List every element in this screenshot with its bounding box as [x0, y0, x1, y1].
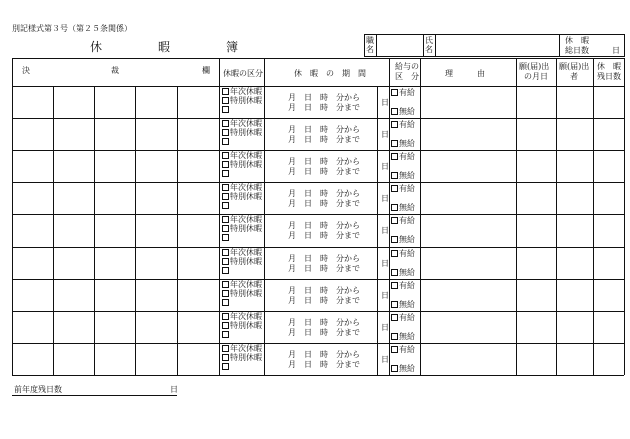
period-day-unit: 日: [381, 322, 389, 332]
special-leave-checkbox[interactable]: 特別休暇: [222, 97, 262, 105]
table-row: [0, 311, 630, 343]
special-leave-checkbox[interactable]: 特別休暇: [222, 161, 262, 169]
period-day-unit: 日: [381, 130, 389, 140]
other-leave-checkbox[interactable]: [222, 363, 230, 371]
period-from[interactable]: 月 日 時 分から: [288, 125, 360, 135]
paid-checkbox[interactable]: 有給: [391, 282, 415, 290]
special-leave-checkbox[interactable]: 特別休暇: [222, 225, 262, 233]
period-to[interactable]: 月 日 時 分まで: [288, 231, 360, 241]
period-to[interactable]: 月 日 時 分まで: [288, 263, 360, 273]
table-row: [0, 214, 630, 246]
unpaid-checkbox[interactable]: 無給: [391, 333, 415, 341]
table-row: [0, 86, 630, 118]
period-from[interactable]: 月 日 時 分から: [288, 285, 360, 295]
annual-leave-checkbox[interactable]: 年次休暇: [222, 216, 262, 224]
annual-leave-checkbox[interactable]: 年次休暇: [222, 345, 262, 353]
unpaid-checkbox[interactable]: 無給: [391, 172, 415, 180]
paid-checkbox[interactable]: 有給: [391, 185, 415, 193]
paid-checkbox[interactable]: 有給: [391, 250, 415, 258]
other-leave-checkbox[interactable]: [222, 331, 230, 339]
header-leave-type: 休暇の区分: [223, 69, 263, 78]
period-from[interactable]: 月 日 時 分から: [288, 189, 360, 199]
period-to[interactable]: 月 日 時 分まで: [288, 103, 360, 112]
other-leave-checkbox[interactable]: [222, 267, 230, 275]
shimei-label-1: 氏: [425, 36, 433, 45]
paid-checkbox[interactable]: 有給: [391, 89, 415, 97]
unpaid-checkbox[interactable]: 無給: [391, 108, 415, 116]
period-to[interactable]: 月 日 時 分まで: [288, 359, 360, 369]
period-day-unit: 日: [381, 226, 389, 236]
period-to[interactable]: 月 日 時 分まで: [288, 167, 360, 177]
paid-checkbox[interactable]: 有給: [391, 121, 415, 129]
header-pay-type-2: 区 分: [395, 72, 419, 81]
period-from[interactable]: 月 日 時 分から: [288, 93, 360, 102]
header-leave-period: 休 暇 の 期 間: [294, 69, 366, 78]
period-day-unit: 日: [381, 194, 389, 204]
special-leave-checkbox[interactable]: 特別休暇: [222, 129, 262, 137]
period-from[interactable]: 月 日 時 分から: [288, 349, 360, 359]
table-row: [0, 247, 630, 279]
total-days-label-2: 総日数: [565, 46, 589, 55]
shokumei-label-1: 職: [366, 36, 374, 45]
period-day-unit: 日: [381, 258, 389, 268]
total-days-unit: 日: [612, 46, 620, 55]
unpaid-checkbox[interactable]: 無給: [391, 365, 415, 373]
unpaid-checkbox[interactable]: 無給: [391, 269, 415, 277]
paid-checkbox[interactable]: 有給: [391, 217, 415, 225]
prev-year-label: 前年度残日数: [14, 385, 62, 394]
total-days-label-1: 休 暇: [565, 36, 589, 45]
shimei-field[interactable]: [437, 36, 557, 55]
title-char-3: 簿: [226, 40, 239, 54]
annual-leave-checkbox[interactable]: 年次休暇: [222, 120, 262, 128]
shimei-label-2: 名: [425, 45, 433, 54]
special-leave-checkbox[interactable]: 特別休暇: [222, 290, 262, 298]
period-from[interactable]: 月 日 時 分から: [288, 157, 360, 167]
period-to[interactable]: 月 日 時 分まで: [288, 327, 360, 337]
table-row: [0, 279, 630, 311]
header-pay-type-1: 給与の: [395, 62, 419, 71]
kessai-char-3: 欄: [202, 66, 210, 75]
header-submitted-date-1: 願(届)出: [519, 62, 550, 71]
special-leave-checkbox[interactable]: 特別休暇: [222, 354, 262, 362]
period-from[interactable]: 月 日 時 分から: [288, 253, 360, 263]
period-day-unit: 日: [381, 162, 389, 172]
special-leave-checkbox[interactable]: 特別休暇: [222, 193, 262, 201]
kessai-char-1: 決: [22, 66, 30, 75]
other-leave-checkbox[interactable]: [222, 299, 230, 307]
header-submitter-2: 者: [570, 72, 578, 81]
period-day-unit: 日: [381, 290, 389, 300]
header-submitter-1: 願(届)出: [559, 62, 590, 71]
annual-leave-checkbox[interactable]: 年次休暇: [222, 249, 262, 257]
paid-checkbox[interactable]: 有給: [391, 153, 415, 161]
other-leave-checkbox[interactable]: [222, 234, 230, 242]
header-reason: 理 由: [445, 69, 485, 78]
header-remaining-2: 残日数: [597, 72, 621, 81]
period-day-unit: 日: [381, 98, 389, 107]
period-to[interactable]: 月 日 時 分まで: [288, 199, 360, 209]
unpaid-checkbox[interactable]: 無給: [391, 140, 415, 148]
shokumei-field[interactable]: [378, 36, 422, 55]
special-leave-checkbox[interactable]: 特別休暇: [222, 258, 262, 266]
period-to[interactable]: 月 日 時 分まで: [288, 295, 360, 305]
title-char-2: 暇: [158, 40, 171, 54]
annual-leave-checkbox[interactable]: 年次休暇: [222, 152, 262, 160]
special-leave-checkbox[interactable]: 特別休暇: [222, 322, 262, 330]
unpaid-checkbox[interactable]: 無給: [391, 204, 415, 212]
annual-leave-checkbox[interactable]: 年次休暇: [222, 184, 262, 192]
period-day-unit: 日: [381, 354, 389, 364]
table-row: [0, 150, 630, 182]
annual-leave-checkbox[interactable]: 年次休暇: [222, 281, 262, 289]
annual-leave-checkbox[interactable]: 年次休暇: [222, 313, 262, 321]
period-to[interactable]: 月 日 時 分まで: [288, 135, 360, 145]
period-from[interactable]: 月 日 時 分から: [288, 221, 360, 231]
appendix-label: 別記様式第３号（第２５条関係）: [12, 24, 132, 33]
period-from[interactable]: 月 日 時 分から: [288, 317, 360, 327]
paid-checkbox[interactable]: 有給: [391, 314, 415, 322]
other-leave-checkbox[interactable]: [222, 106, 230, 114]
paid-checkbox[interactable]: 有給: [391, 346, 415, 354]
annual-leave-checkbox[interactable]: 年次休暇: [222, 88, 262, 96]
table-row: [0, 118, 630, 150]
title-char-1: 休: [90, 40, 103, 54]
other-leave-checkbox[interactable]: [222, 202, 230, 210]
other-leave-checkbox[interactable]: [222, 170, 230, 178]
kessai-char-2: 裁: [111, 66, 119, 75]
unpaid-checkbox[interactable]: 無給: [391, 301, 415, 309]
prev-year-unit: 日: [170, 385, 178, 394]
header-submitted-date-2: の月日: [524, 72, 548, 81]
other-leave-checkbox[interactable]: [222, 138, 230, 146]
header-remaining-1: 休 暇: [597, 62, 621, 71]
shokumei-label-2: 名: [366, 45, 374, 54]
table-row: [0, 182, 630, 214]
table-row: [0, 343, 630, 375]
unpaid-checkbox[interactable]: 無給: [391, 236, 415, 244]
